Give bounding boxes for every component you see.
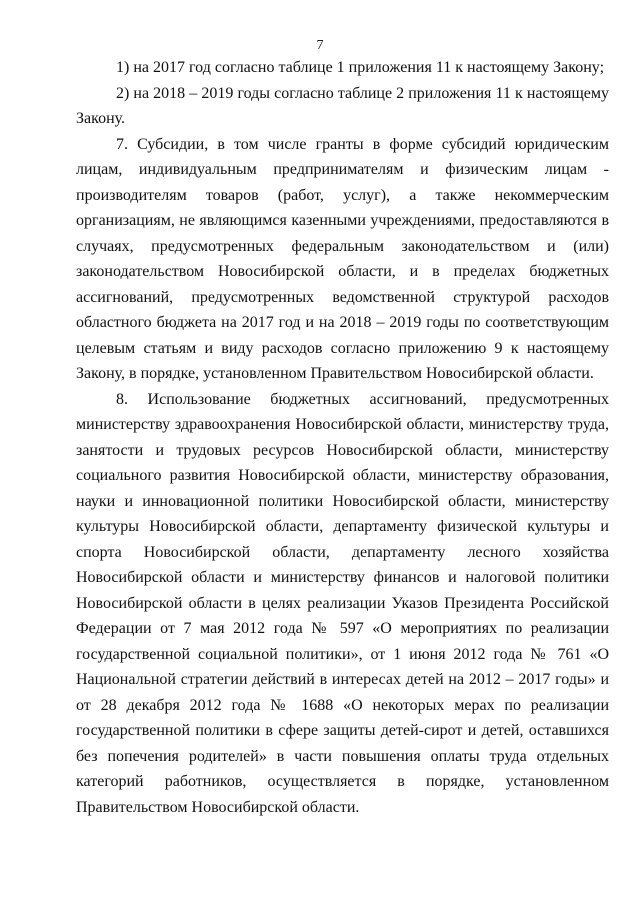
paragraph-item-2: 2) на 2018 – 2019 годы согласно таблице 2 приложения 11 к настоящему Закону. [76, 84, 609, 127]
paragraph-section-7: 7. Субсидии, в том числе гранты в форме субсидий юридическим лицам, индивидуальным предпринимателям и физическим лицам - производителям товаров (работ, услуг), а также некоммерческим организациям, не являющимся казенными учреждениями, предоставляются в случаях, предусмотренных федеральным законодательством и (или) законодательством Новосибирской области, и в пределах бюджетных ассигнований, предусмотренных ведомственной структурой расходов областного бюджета на 2017 год и на 2018 – 2019 годы по соответствующим целевым статьям и виду расходов согласно приложению 9 к настоящему Закону, в порядке, установленном Правительством Новосибирской области. [76, 135, 609, 382]
paragraph-item-1: 1) на 2017 год согласно таблице 1 приложения 11 к настоящему Закону; [116, 59, 605, 76]
paragraph-section-8: 8. Использование бюджетных ассигнований, предусмотренных министерству здравоохранения Новосибирской области, министерству труда, занятости и трудовых ресурсов Новосибирской области, министерству социального развития Новосибирской области, министерству образования, науки и инновационной политики Новосибирской области, министерству культуры Новосибирской области, департаменту физической культуры и спорта Новосибирской области, департаменту лесного хозяйства Новосибирской области и министерству финансов и налоговой политики Новосибирской области в целях реализации Указов Президента Российской Федерации от 7 мая 2012 года № 597 «О мероприятиях по реализации государственной социальной политики», от 1 июня 2012 года № 761 «О Национальной стратегии действий в интересах детей на 2012 – 2017 годы» и от 28 декабря 2012 года № 1688 «О некоторых мерах по реализации государственной политики в сфере защиты детей-сирот и детей, оставшихся без попечения родителей» в части повышения оплаты труда отдельных категорий работников, осуществляется в порядке, установленном Правительством Новосибирской области. [76, 390, 609, 816]
document-body [76, 55, 609, 820]
page-number: 7 [316, 38, 324, 53]
